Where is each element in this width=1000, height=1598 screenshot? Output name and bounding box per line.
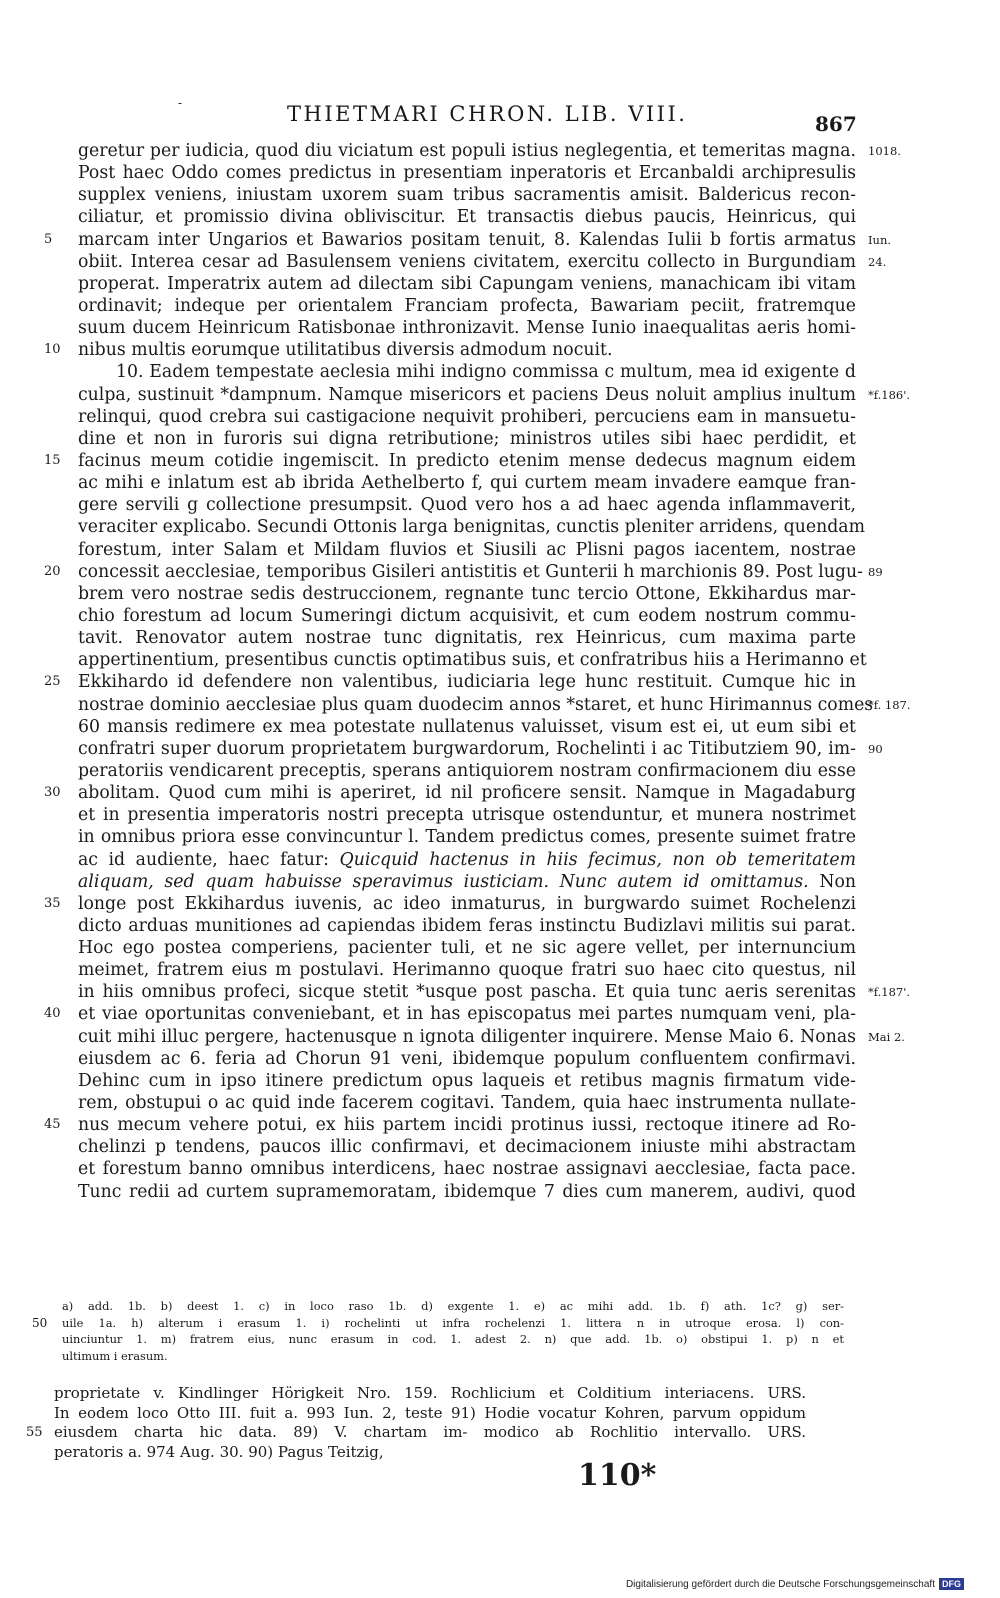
page-number: 867 — [815, 112, 857, 136]
apparatus-line-text: uinciuntur 1. m) fratrem eius, nunc erasum in cod. 1. adest 2. n) que add. 1b. o) obstipui 1. p) n et — [62, 1332, 844, 1346]
digitization-footer — [626, 1578, 964, 1590]
text-line — [44, 782, 856, 804]
text-line — [78, 317, 856, 339]
text-line-text: in hiis omnibus profeci, sicque stetit *usque post pascha. Et quia tunc aeris serenitas — [78, 982, 856, 1003]
note-line-text: peratoris a. 974 Aug. 30. 90) Pagus Teitzig, — [54, 1442, 384, 1461]
text-line-text: properat. Imperatrix autem ad dilectam sibi Capungam veniens, manachicam ibi vitam — [78, 273, 856, 294]
text-line — [44, 893, 856, 915]
text-line-text: gere servili g collectione presumpsit. Quod vero hos a ad haec agenda inflammaverit, — [78, 495, 856, 516]
text-line — [78, 361, 856, 383]
text-line — [78, 140, 901, 162]
apparatus-line-text: uile 1a. h) alterum i erasum 1. i) rochelinti ut infra rochelenzi 1. littera n in utroque erosa. l) con- — [62, 1315, 844, 1330]
text-line — [78, 716, 856, 738]
text-line — [78, 384, 911, 406]
line-number: 50 — [32, 1315, 48, 1330]
line-number: 15 — [44, 452, 61, 468]
text-line-text: veraciter explicabo. Secundi Ottonis larga benignitas, cunctis pleniter arridens, quendam — [78, 517, 865, 538]
text-line — [78, 1026, 905, 1048]
text-line-text: suum ducem Heinricum Ratisbonae inthronizavit. Mense Iunio inaequalitas aeris homi- — [78, 318, 856, 339]
text-line-text: appertinentium, presentibus cunctis optimatibus suis, et confratribus hiis a Herimanno et — [78, 650, 867, 671]
text-line — [78, 1070, 856, 1092]
text-line — [78, 406, 856, 428]
text-line — [78, 184, 856, 206]
text-line-text: 10. Eadem tempestate aeclesia mihi indigno commissa c multum, mea id exigente d — [116, 362, 856, 383]
margin-note: Iun. — [868, 232, 892, 247]
text-line-text: culpa, sustinuit *dampnum. Namque misericors et paciens Deus noluit amplius inultum — [78, 384, 856, 405]
margin-note: *f. 187. — [868, 697, 911, 712]
text-line-text: et viae oportunitas conveniebant, et in has episcopatus mei partes numquam veni, pla- — [78, 1004, 856, 1025]
text-line-text: tavit. Renovator autem nostrae tunc dignitatis, rex Heinricus, cum maxima parte — [78, 628, 856, 649]
text-line — [78, 760, 856, 782]
line-number: 30 — [44, 785, 61, 801]
header-tick: - — [178, 96, 183, 110]
apparatus-line-text: ultimum i erasum. — [62, 1348, 168, 1363]
line-number: 55 — [26, 1425, 43, 1440]
note-line-text: eiusdem charta hic data. 89) V. chartam im- modico ab Rochlitio intervallo. URS. — [54, 1423, 806, 1441]
text-line — [78, 804, 856, 826]
text-line-text: forestum, inter Salam et Mildam fluvios et Siusili ac Plisni pagos iacentem, nostrae — [78, 539, 856, 560]
text-line — [44, 561, 883, 583]
sheet-signature: 110* — [578, 1458, 657, 1493]
text-line-text: ac id audiente, haec fatur: Quicquid hactenus in hiis fecimus, non ob temeritatem — [78, 849, 856, 870]
margin-note: *f.186'. — [868, 387, 911, 402]
margin-note: Mai 2. — [868, 1029, 905, 1044]
critical-apparatus — [32, 1298, 844, 1364]
text-line — [44, 229, 892, 251]
text-line-text: nostrae dominio aecclesiae plus quam duodecim annos *staret, et hunc Hirimannus comes — [78, 694, 874, 715]
apparatus-line-text: a) add. 1b. b) deest 1. c) in loco raso 1b. d) exgente 1. e) ac mihi add. 1b. f) ath. 1c? g) ser- — [62, 1299, 844, 1313]
apparatus-line — [62, 1331, 844, 1348]
text-line-text: 60 mansis redimere ex mea potestate nullatenus valuisset, visum est ei, ut eum sibi et — [78, 716, 856, 737]
text-line — [78, 915, 856, 937]
text-line-text: in omnibus priora esse convincuntur l. Tandem predictus comes, presente suimet fratre — [78, 827, 856, 848]
text-line — [78, 1092, 856, 1114]
text-line-text: dine et non in furoris sui digna retributione; ministros utiles sibi haec perdidit, et — [78, 428, 856, 449]
text-line-text: facinus meum cotidie ingemiscit. In predicto etenim mense dedecus magnum eidem — [78, 450, 856, 471]
text-line — [78, 826, 856, 848]
apparatus-line — [62, 1348, 844, 1365]
line-number: 45 — [44, 1117, 61, 1133]
text-line-text: Dehinc cum in ipso itinere predictum opus laqueis et retibus magnis firmatum vide- — [78, 1070, 856, 1091]
text-line — [78, 738, 883, 760]
note-line — [54, 1384, 806, 1404]
line-number: 10 — [44, 342, 61, 358]
text-line — [78, 472, 856, 494]
text-line-text: Tunc redii ad curtem supramemoratam, ibidemque 7 dies cum manerem, audivi, quod — [78, 1181, 856, 1202]
text-line-text: relinqui, quod crebra sui castigacione nequivit prohiberi, percuciens eam in mansuetu- — [78, 406, 856, 427]
text-line-text: supplex veniens, iniustam uxorem suam tribus sacramentis amisit. Baldericus recon- — [78, 185, 856, 206]
main-text — [44, 140, 911, 1203]
text-line-text: Hoc ego postea comperiens, pacienter tuli, et ne sic agere vellet, per internuncium — [78, 938, 856, 959]
text-line-text: abolitam. Quod cum mihi is aperiret, id nil proficere sensit. Namque in Magadaburg — [78, 783, 856, 804]
note-line-text: proprietate v. Kindlinger Hörigkeit Nro. 159. Rochlicium et Colditium interiacens. URS. — [54, 1384, 806, 1402]
text-line — [78, 206, 856, 228]
text-line — [78, 649, 867, 671]
margin-note: 24. — [868, 254, 887, 269]
text-line — [44, 1114, 856, 1136]
text-line-text: obiit. Interea cesar ad Basulensem veniens civitatem, exercitu collecto in Burgundiam — [78, 251, 856, 272]
line-number: 20 — [44, 563, 61, 579]
text-line — [78, 494, 856, 516]
text-line-text: nibus multis eorumque utilitatibus diversis admodum nocuit. — [78, 340, 613, 361]
line-number: 5 — [44, 231, 53, 247]
text-line-text: cuit mihi illuc pergere, hactenusque n ignota diligenter inquirere. Mense Maio 6. Nonas — [78, 1026, 856, 1047]
note-line — [54, 1404, 806, 1424]
text-line — [44, 671, 856, 693]
line-number: 25 — [44, 674, 61, 690]
dfg-logo: DFG — [939, 1578, 964, 1590]
text-line — [78, 516, 865, 538]
text-line-text: confratri super duorum proprietatem burgwardorum, Rochelinti i ac Titibutziem 90, im- — [78, 738, 856, 759]
text-line-text: meimet, fratrem eius m postulavi. Herimanno quoque fratri suo haec cito questus, nil — [78, 960, 856, 981]
running-header — [0, 96, 1000, 142]
note-line — [54, 1443, 806, 1463]
text-line — [78, 959, 856, 981]
text-line-text: ciliatur, et promissio divina obliviscitur. Et transactis diebus paucis, Heinricus, qui — [78, 207, 856, 228]
text-line — [78, 694, 911, 716]
text-line — [44, 339, 856, 361]
text-line — [78, 605, 856, 627]
text-line-text: et in presentia imperatoris nostri precepta utrisque ostenduntur, et munera nostrimet — [78, 805, 856, 826]
text-line-text: et forestum banno omnibus interdicens, haec nostrae assignavi aecclesiae, facta pace. — [78, 1159, 856, 1180]
text-line — [78, 1136, 856, 1158]
text-line — [44, 1003, 856, 1025]
text-line-text: chelinzi p tendens, paucos illic confirmavi, et decimacionem iniuste mihi abstractam — [78, 1137, 856, 1158]
text-line-text: ac mihi e inlatum est ab ibrida Aethelberto f, qui curtem meam invadere eamque fran- — [78, 473, 856, 494]
text-line-text: chio forestum ad locum Sumeringi dictum acquisivit, et cum eodem nostrum commu- — [78, 605, 856, 626]
text-line — [78, 273, 856, 295]
text-line — [78, 1048, 856, 1070]
note-line-text: In eodem loco Otto III. fuit a. 993 Iun. 2, teste 91) Hodie vocatur Kohren, parvum oppidum — [54, 1403, 806, 1422]
text-line — [78, 251, 887, 273]
apparatus-line — [62, 1298, 844, 1315]
text-line — [78, 583, 856, 605]
margin-note: 90 — [868, 741, 883, 756]
text-line — [78, 295, 856, 317]
margin-note: *f.187'. — [868, 985, 911, 1000]
line-number: 35 — [44, 895, 61, 911]
text-line-text: geretur per iudicia, quod diu viciatum est populi istius neglegentia, et temeritas magna. — [78, 141, 856, 161]
text-line-text: Post haec Oddo comes predictus in presentiam inperatoris et Ercanbaldi archipresulis — [78, 163, 856, 184]
text-line — [78, 162, 856, 184]
text-line-text: dicto arduas munitiones ad capiendas ibidem feras instinctu Budizlavi militis sui parat. — [78, 915, 856, 936]
text-line — [78, 627, 856, 649]
text-line-text: marcam inter Ungarios et Bawarios positam tenuit, 8. Kalendas Iulii b fortis armatus — [78, 229, 856, 250]
margin-note: 89 — [868, 564, 883, 579]
text-line-text: nus mecum vehere potui, ex hiis partem incidi protinus iussi, rectoque itinere ad Ro- — [78, 1115, 856, 1136]
text-line-text: Ekkihardo id defendere non valentibus, iudiciaria lege hunc restituit. Cumque hic in — [78, 672, 856, 693]
text-line-text: brem vero nostrae sedis destruccionem, regnante tunc tercio Ottone, Ekkihardus mar- — [78, 583, 856, 604]
text-line — [44, 450, 856, 472]
apparatus-line — [32, 1315, 844, 1332]
text-line-text: longe post Ekkihardus iuvenis, ac ideo inmaturus, in burgwardo suimet Rochelenzi — [78, 893, 856, 914]
text-line — [78, 1158, 856, 1180]
text-line — [78, 981, 911, 1003]
text-line — [78, 428, 856, 450]
text-line-text: eiusdem ac 6. feria ad Chorun 91 veni, ibidemque populum confluentem confirmavi. — [78, 1048, 856, 1069]
running-title: THIETMARI CHRON. LIB. VIII. — [287, 102, 688, 126]
text-line-text: rem, obstupui o ac quid inde facerem cogitavi. Tandem, quia haec instrumenta nullate- — [78, 1093, 856, 1114]
text-line — [78, 871, 856, 893]
text-line — [78, 539, 856, 561]
text-line-text: aliquam, sed quam habuisse speravimus iusticiam. Nunc autem id omittamus. Non — [78, 871, 856, 892]
text-line-text: ordinavit; indeque per orientalem Franciam profecta, Bawariam peciit, fratremque — [78, 295, 856, 316]
text-line-text: peratoriis vendicarent preceptis, sperans antiquiorem nostram confirmacionem diu esse — [78, 760, 856, 781]
note-line — [26, 1423, 806, 1443]
text-line — [78, 849, 856, 871]
margin-note: 1018. — [868, 144, 901, 158]
editorial-notes — [26, 1384, 806, 1462]
text-line — [78, 1181, 856, 1203]
text-line-text: concessit aecclesiae, temporibus Gisileri antistitis et Gunterii h marchionis 89. Post lugu- — [78, 561, 863, 582]
footer-credit: Digitalisierung gefördert durch die Deutsche Forschungsgemeinschaft — [625, 1578, 935, 1590]
text-line — [78, 937, 856, 959]
line-number: 40 — [44, 1006, 61, 1022]
